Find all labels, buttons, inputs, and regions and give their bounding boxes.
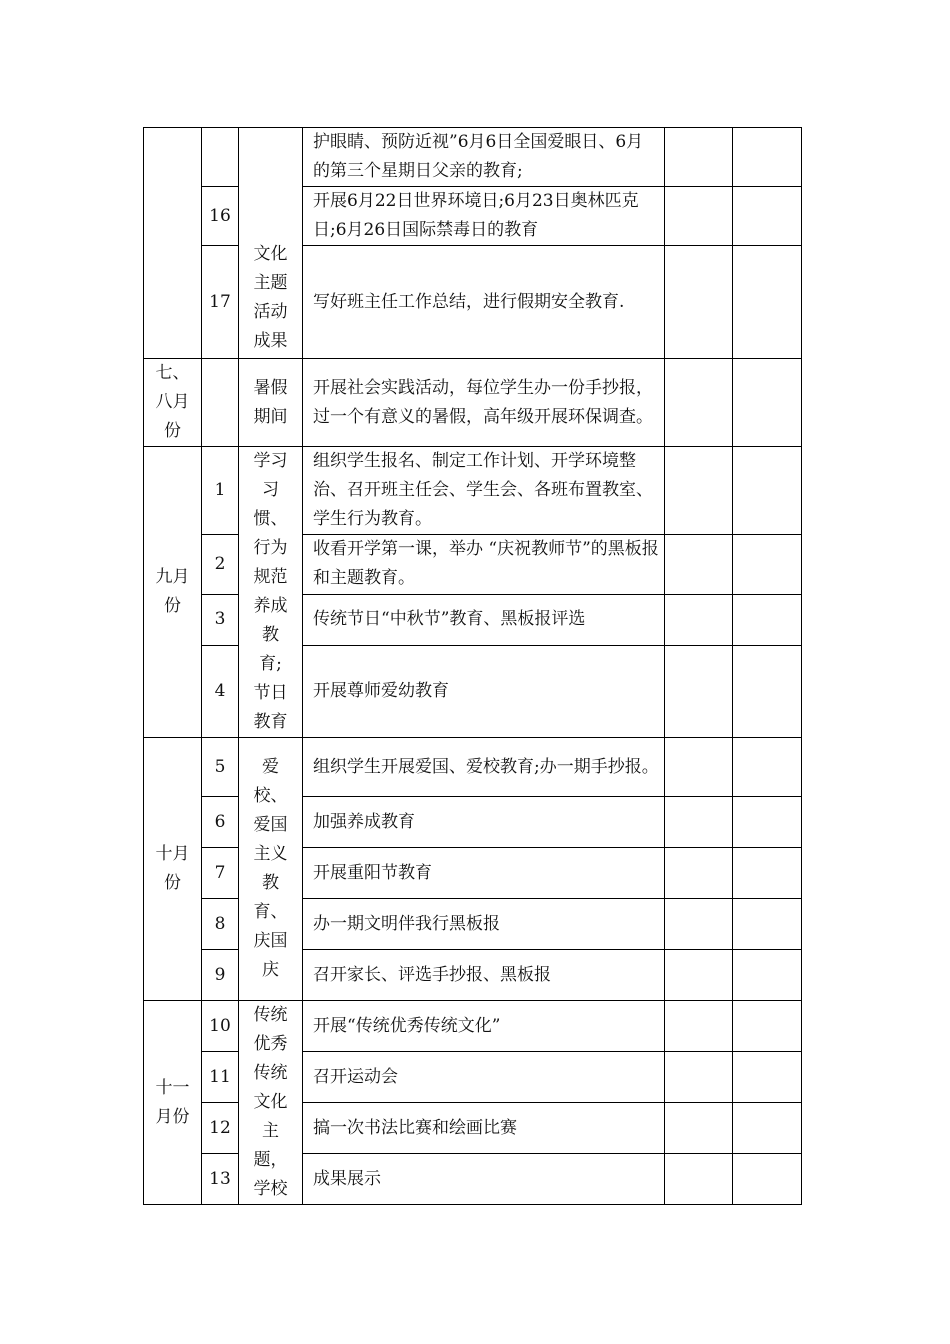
table-row bbox=[144, 128, 802, 187]
blank-cell bbox=[733, 447, 802, 535]
blank-cell bbox=[665, 594, 733, 645]
activity-content: 收看开学第一课，举办 “庆祝教师节”的黑板报和主题教育。 bbox=[303, 535, 665, 594]
item-number: 3 bbox=[202, 594, 239, 645]
table-row bbox=[144, 447, 802, 535]
activity-content: 成果展示 bbox=[303, 1154, 665, 1205]
blank-cell bbox=[665, 848, 733, 899]
theme-cell-october: 爱 校、 爱国 主义 教 育、 庆国 庆 bbox=[239, 738, 303, 1001]
blank-cell bbox=[733, 848, 802, 899]
activity-content: 写好班主任工作总结，进行假期安全教育. bbox=[303, 246, 665, 359]
activity-content: 开展尊师爱幼教育 bbox=[303, 645, 665, 737]
blank-cell bbox=[665, 187, 733, 246]
blank-cell bbox=[733, 246, 802, 359]
item-number: 10 bbox=[202, 1001, 239, 1052]
blank-cell bbox=[733, 535, 802, 594]
activity-content: 传统节日“中秋节”教育、黑板报评选 bbox=[303, 594, 665, 645]
month-cell-summer: 七、 八月 份 bbox=[144, 359, 202, 447]
blank-cell bbox=[733, 899, 802, 950]
blank-cell bbox=[733, 1001, 802, 1052]
table-row bbox=[144, 738, 802, 797]
theme-cell-september: 学习 习 惯、 行为 规范 养成 教 育; 节日 教育 bbox=[239, 447, 303, 738]
item-number: 13 bbox=[202, 1154, 239, 1205]
activity-content: 召开家长、评选手抄报、黑板报 bbox=[303, 950, 665, 1001]
activity-content: 开展重阳节教育 bbox=[303, 848, 665, 899]
theme-cell-june: 文化 主题 活动 成果 bbox=[239, 128, 303, 359]
blank-cell bbox=[665, 738, 733, 797]
blank-cell bbox=[665, 899, 733, 950]
table-row bbox=[144, 1001, 802, 1052]
activity-content: 组织学生报名、制定工作计划、开学环境整治、召开班主任会、学生会、各班布置教室、学生行为教育。 bbox=[303, 447, 665, 535]
schedule-table bbox=[143, 127, 802, 1205]
item-number: 12 bbox=[202, 1103, 239, 1154]
blank-cell bbox=[733, 797, 802, 848]
item-number: 11 bbox=[202, 1052, 239, 1103]
activity-content: 开展“传统优秀传统文化” bbox=[303, 1001, 665, 1052]
blank-cell bbox=[733, 359, 802, 447]
blank-cell bbox=[665, 447, 733, 535]
theme-cell-november: 传统 优秀 传统 文化 主 题， 学校 bbox=[239, 1001, 303, 1205]
blank-cell bbox=[665, 535, 733, 594]
blank-cell bbox=[733, 1052, 802, 1103]
blank-cell bbox=[733, 645, 802, 737]
item-number bbox=[202, 359, 239, 447]
activity-content: 召开运动会 bbox=[303, 1052, 665, 1103]
month-cell-june bbox=[144, 128, 202, 359]
item-number: 16 bbox=[202, 187, 239, 246]
blank-cell bbox=[665, 645, 733, 737]
item-number: 5 bbox=[202, 738, 239, 797]
blank-cell bbox=[665, 246, 733, 359]
blank-cell bbox=[733, 187, 802, 246]
blank-cell bbox=[665, 359, 733, 447]
activity-content: 开展社会实践活动，每位学生办一份手抄报，过一个有意义的暑假，高年级开展环保调查。 bbox=[303, 359, 665, 447]
item-number: 17 bbox=[202, 246, 239, 359]
blank-cell bbox=[665, 128, 733, 187]
table-row bbox=[144, 359, 802, 447]
blank-cell bbox=[665, 797, 733, 848]
blank-cell bbox=[733, 950, 802, 1001]
item-number: 9 bbox=[202, 950, 239, 1001]
blank-cell bbox=[665, 1103, 733, 1154]
activity-content: 加强养成教育 bbox=[303, 797, 665, 848]
blank-cell bbox=[733, 594, 802, 645]
item-number: 1 bbox=[202, 447, 239, 535]
month-cell-october: 十月 份 bbox=[144, 738, 202, 1001]
item-number: 7 bbox=[202, 848, 239, 899]
activity-content: 搞一次书法比赛和绘画比赛 bbox=[303, 1103, 665, 1154]
blank-cell bbox=[733, 1103, 802, 1154]
blank-cell bbox=[665, 1052, 733, 1103]
month-cell-november: 十一 月份 bbox=[144, 1001, 202, 1205]
item-number: 2 bbox=[202, 535, 239, 594]
blank-cell bbox=[733, 738, 802, 797]
blank-cell bbox=[665, 950, 733, 1001]
item-number: 4 bbox=[202, 645, 239, 737]
item-number: 6 bbox=[202, 797, 239, 848]
item-number: 8 bbox=[202, 899, 239, 950]
activity-content: 开展6月22日世界环境日;6月23日奥林匹克日;6月26日国际禁毒日的教育 bbox=[303, 187, 665, 246]
blank-cell bbox=[665, 1001, 733, 1052]
activity-content: 办一期文明伴我行黑板报 bbox=[303, 899, 665, 950]
blank-cell bbox=[733, 128, 802, 187]
item-number bbox=[202, 128, 239, 187]
month-cell-september: 九月 份 bbox=[144, 447, 202, 738]
theme-cell-summer: 暑假 期间 bbox=[239, 359, 303, 447]
activity-content: 组织学生开展爱国、爱校教育;办一期手抄报。 bbox=[303, 738, 665, 797]
blank-cell bbox=[665, 1154, 733, 1205]
activity-content: 护眼睛、预防近视”6月6日全国爱眼日、6月的第三个星期日父亲的教育; bbox=[303, 128, 665, 187]
blank-cell bbox=[733, 1154, 802, 1205]
